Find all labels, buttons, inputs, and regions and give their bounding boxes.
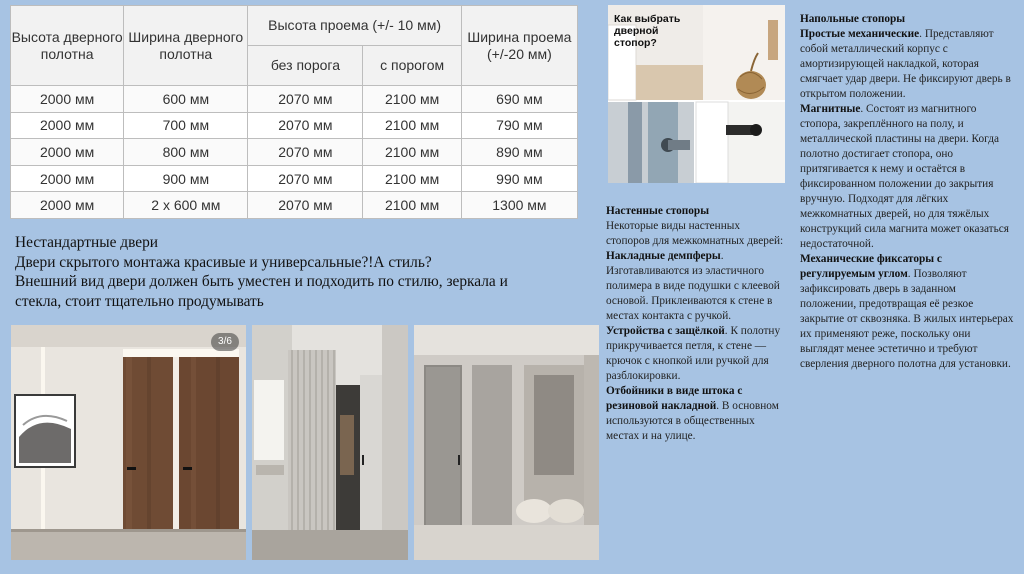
- item-title: Накладные демпферы: [606, 250, 721, 262]
- photo-grey-doors-poufs: [414, 325, 599, 560]
- intro-line: Внешний вид двери должен быть уместен и подходить по стилю, зеркала и: [15, 273, 508, 290]
- section-title-wall-stoppers: Настенные стопоры: [606, 205, 710, 217]
- door-stopper-infographic: [608, 5, 785, 183]
- floor-stoppers-section: [800, 12, 1014, 372]
- table-cell: 800 мм: [124, 139, 248, 166]
- table-cell: 2000 мм: [11, 192, 124, 219]
- table-row: [11, 139, 578, 166]
- item-title: Магнитные: [800, 103, 861, 115]
- table-row: [11, 86, 578, 113]
- photo-hidden-door-ribbed-wall: [252, 325, 408, 560]
- table-cell: 2000 мм: [11, 112, 124, 139]
- table-row: [11, 112, 578, 139]
- header-door-height: Высота дверного полотна: [11, 6, 124, 86]
- table-cell: 2070 мм: [248, 165, 363, 192]
- item-text: . Изготавливаются из эластичного полимера в виде подушки с клеевой основой. Приклеиваются к стене в местах контакта с ручкой.: [606, 250, 780, 322]
- item-text: . Состоят из магнитного стопора, закреплённого на полу, и металлической пластины на двери. Когда полотно достигает стопора, оно притягивается к нему и остаётся в фиксированном положении до закрытия вручную. Подходят для лёгких межкомнатных дверей, но для тяжёлых конструкций сила магнита может оказаться недостаточной.: [800, 103, 1009, 250]
- photo-wood-doors: [11, 325, 246, 560]
- table-cell: 1300 мм: [461, 192, 577, 219]
- header-no-threshold: без порога: [248, 46, 363, 86]
- table-cell: 2 x 600 мм: [124, 192, 248, 219]
- table-cell: 2100 мм: [363, 139, 461, 166]
- item-title: Отбойники в виде штока с резиновой накладной: [606, 385, 743, 412]
- table-cell: 690 мм: [461, 86, 577, 113]
- table-cell: 2100 мм: [363, 112, 461, 139]
- paragraph: Некоторые виды настенных стопоров для межкомнатных дверей:: [606, 220, 784, 247]
- item-title: Механические фиксаторы с регулируемым углом: [800, 253, 942, 280]
- item-text: . Представляют собой металлический корпус с амортизирующей накладкой, которая смягчает удар двери. Не фиксируют дверь в открытом положении.: [800, 28, 1011, 100]
- item-title: Простые механические: [800, 28, 920, 40]
- intro-line: стекла, стоит тщательно продумывать: [15, 292, 264, 310]
- header-with-threshold: с порогом: [363, 46, 461, 86]
- item-text: . В основном используются в общественных местах и на улице.: [606, 400, 779, 442]
- header-door-width: Ширина дверного полотна: [124, 6, 248, 86]
- table-cell: 700 мм: [124, 112, 248, 139]
- table-cell: 990 мм: [461, 165, 577, 192]
- gallery-counter-badge: 3/6: [211, 333, 239, 351]
- table-cell: 2070 мм: [248, 112, 363, 139]
- table-cell: 2000 мм: [11, 165, 124, 192]
- intro-text: [15, 233, 585, 311]
- table-cell: 890 мм: [461, 139, 577, 166]
- table-cell: 600 мм: [124, 86, 248, 113]
- infographic-title: Как выбрать дверной стопор?: [614, 13, 681, 49]
- item-text: . Позволяют зафиксировать дверь в заданном положении, предотвращая её резкое закрытие от сквозняка. В жилых интерьерах их применяют реже, поскольку они выглядят менее эстетично и требуют сверления дверного полотна для установки.: [800, 268, 1014, 370]
- table-row: [11, 165, 578, 192]
- table-cell: 2100 мм: [363, 86, 461, 113]
- table-cell: 900 мм: [124, 165, 248, 192]
- intro-heading: Нестандартные двери: [15, 234, 159, 251]
- header-opening-height: Высота проема (+/- 10 мм): [248, 6, 461, 46]
- table-row: [11, 192, 578, 219]
- wall-stoppers-section: [606, 204, 786, 444]
- table-cell: 2100 мм: [363, 165, 461, 192]
- table-cell: 2070 мм: [248, 139, 363, 166]
- table-cell: 2000 мм: [11, 86, 124, 113]
- table-cell: 2000 мм: [11, 139, 124, 166]
- table-cell: 2070 мм: [248, 192, 363, 219]
- table-cell: 2070 мм: [248, 86, 363, 113]
- item-text: . К полотну прикручивается петля, к стене — крючок с кнопкой или ручкой для разблокировки.: [606, 325, 781, 382]
- door-size-table: [10, 5, 578, 219]
- item-title: Устройства с защёлкой: [606, 325, 725, 337]
- table-cell: 790 мм: [461, 112, 577, 139]
- table-cell: 2100 мм: [363, 192, 461, 219]
- intro-line: Двери скрытого монтажа красивые и универсальные?!А стиль?: [15, 253, 432, 271]
- section-title-floor-stoppers: Напольные стопоры: [800, 13, 906, 25]
- header-opening-width: Ширина проема (+/-20 мм): [461, 6, 577, 86]
